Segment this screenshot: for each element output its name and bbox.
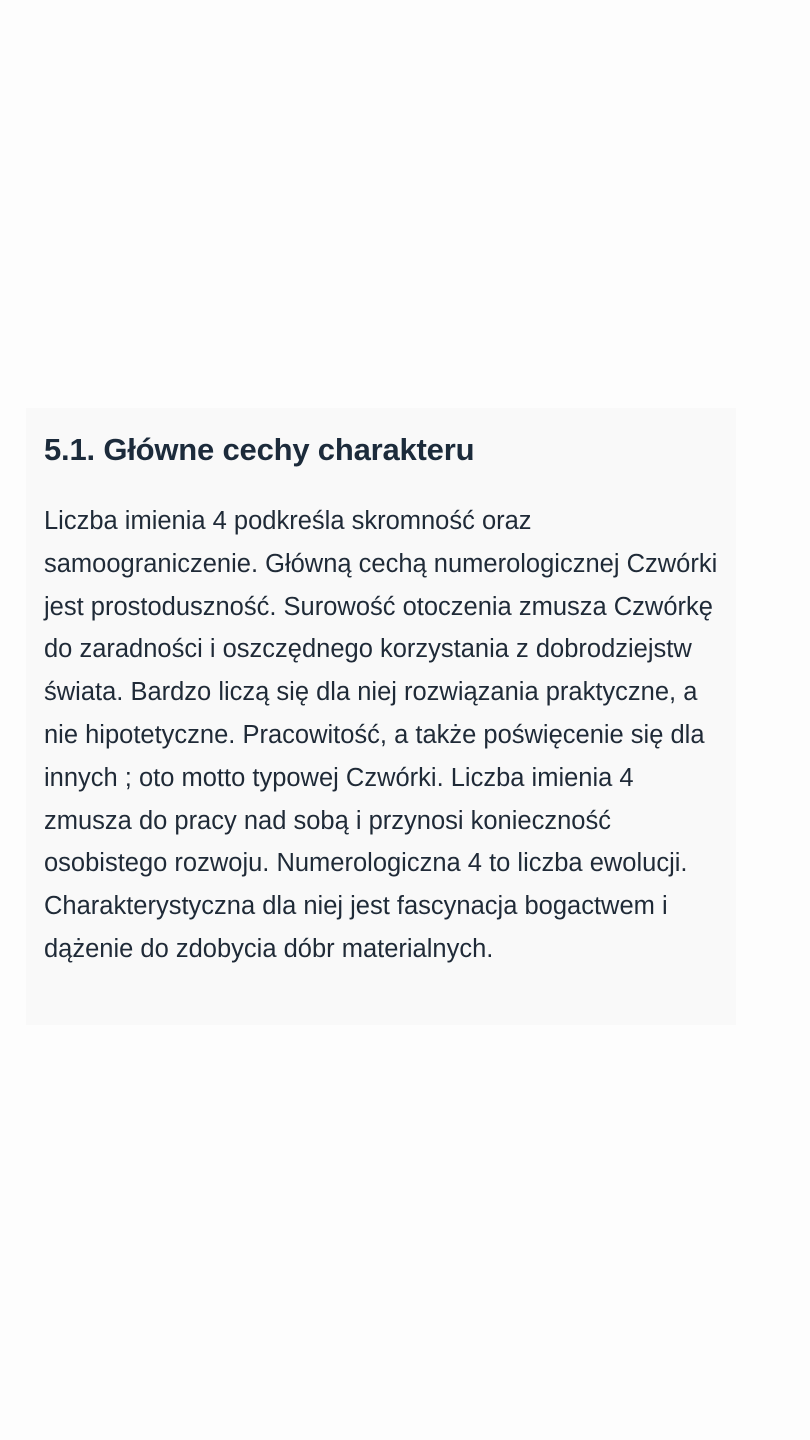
content-card — [26, 408, 736, 1025]
section-heading: 5.1. Główne cechy charakteru — [44, 432, 475, 467]
section-body-text: Liczba imienia 4 podkreśla skromność oraz samoograniczenie. Główną cechą numerologicznej Czwórki jest prostoduszność. Surowość otoczenia zmusza Czwórkę do zaradności i oszczędnego korzystania z dobrodziejstw świata. Bardzo liczą się dla niej rozwiązania praktyczne, a nie hipotetyczne. Pracowitość, a także poświęcenie się dla innych ; oto motto typowej Czwórki. Liczba imienia 4 zmusza do pracy nad sobą i przynosi konieczność osobistego rozwoju. Numerologiczna 4 to liczba ewolucji. Charakterystyczna dla niej jest fascynacja bogactwem i dążenie do zdobycia dóbr materialnych. — [44, 507, 718, 963]
